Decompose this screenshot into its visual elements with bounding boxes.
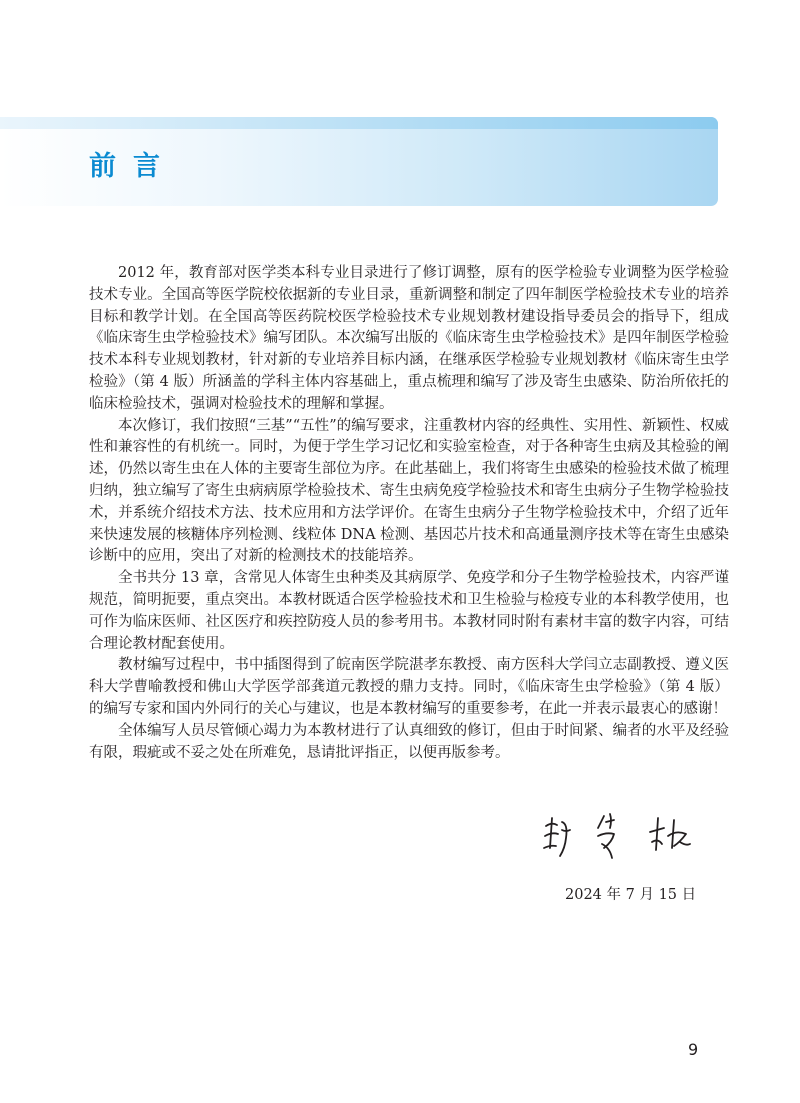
paragraph-5: 全体编写人员尽管倾心竭力为本教材进行了认真细致的修订，但由于时间紧、编者的水平及经验有限，瑕疵或不妥之处在所难免，恳请批评指正，以便再版参考。 [89,722,729,761]
preface-body [89,263,729,764]
title-banner-topline [0,117,718,129]
page-title: 前言 [89,151,177,182]
paragraph-3: 全书共分 13 章，含常见人体寄生虫种类及其病原学、免疫学和分子生物学检验技术，内容严谨规范，简明扼要，重点突出。本教材既适合医学检验技术和卫生检验与检疫专业的本科教学使用，也可作为临床医师、社区医疗和疾控防疫人员的参考用书。本教材同时附有素材丰富的数字内容，可结合理论教材配套使用。 [89,570,729,652]
paragraph-1: 2012 年，教育部对医学类本科专业目录进行了修订调整，原有的医学检验专业调整为医学检验技术专业。全国高等医学院校依据新的专业目录，重新调整和制定了四年制医学检验技术专业的培养目标和教学计划。在全国高等医药院校医学检验技术专业规划教材建设指导委员会的指导下，组成《临床寄生虫学检验技术》编写团队。本次编写出版的《临床寄生虫学检验技术》是四年制医学检验技术本科专业规划教材，针对新的专业培养目标内涵，在继承医学检验专业规划教材《临床寄生虫学检验》（第 4 版）所涵盖的学科主体内容基础上，重点梳理和编写了涉及寄生虫感染、防治所依托的临床检验技术，强调对检验技术的理解和掌握。 [89,265,729,412]
paragraph-2: 本次修订，我们按照“三基”“五性”的编写要求，注重教材内容的经典性、实用性、新颖性、权威性和兼容性的有机统一。同时，为便于学生学习记忆和实验室检查，对于各种寄生虫病及其检验的阐述，仍然以寄生虫在人体的主要寄生部位为序。在此基础上，我们将寄生虫感染的检验技术做了梳理归纳，独立编写了寄生虫病病原学检验技术、寄生虫病免疫学检验技术和寄生虫病分子生物学检验技术，并系统介绍技术方法、技术应用和方法学评价。在寄生虫病分子生物学检验技术中，介绍了近年来快速发展的核糖体序列检测、线粒体 DNA 检测、基因芯片技术和高通量测序技术等在寄生虫感染诊断中的应用，突出了对新的检测技术的技能培养。 [89,417,729,565]
date: 2024 年 7 月 15 日 [565,887,697,903]
page-number: 9 [688,1040,699,1059]
paragraph-4: 教材编写过程中，书中插图得到了皖南医学院湛孝东教授、南方医科大学闫立志副教授、遵义医科大学曹喻教授和佛山大学医学部龚道元教授的鼎力支持。同时，《临床寄生虫学检验》（第 4 版）的编写专家和国内外同行的关心与建议，也是本教材编写的重要参考，在此一并表示最衷心的感谢！ [89,657,729,717]
handwritten-signature [540,808,705,868]
